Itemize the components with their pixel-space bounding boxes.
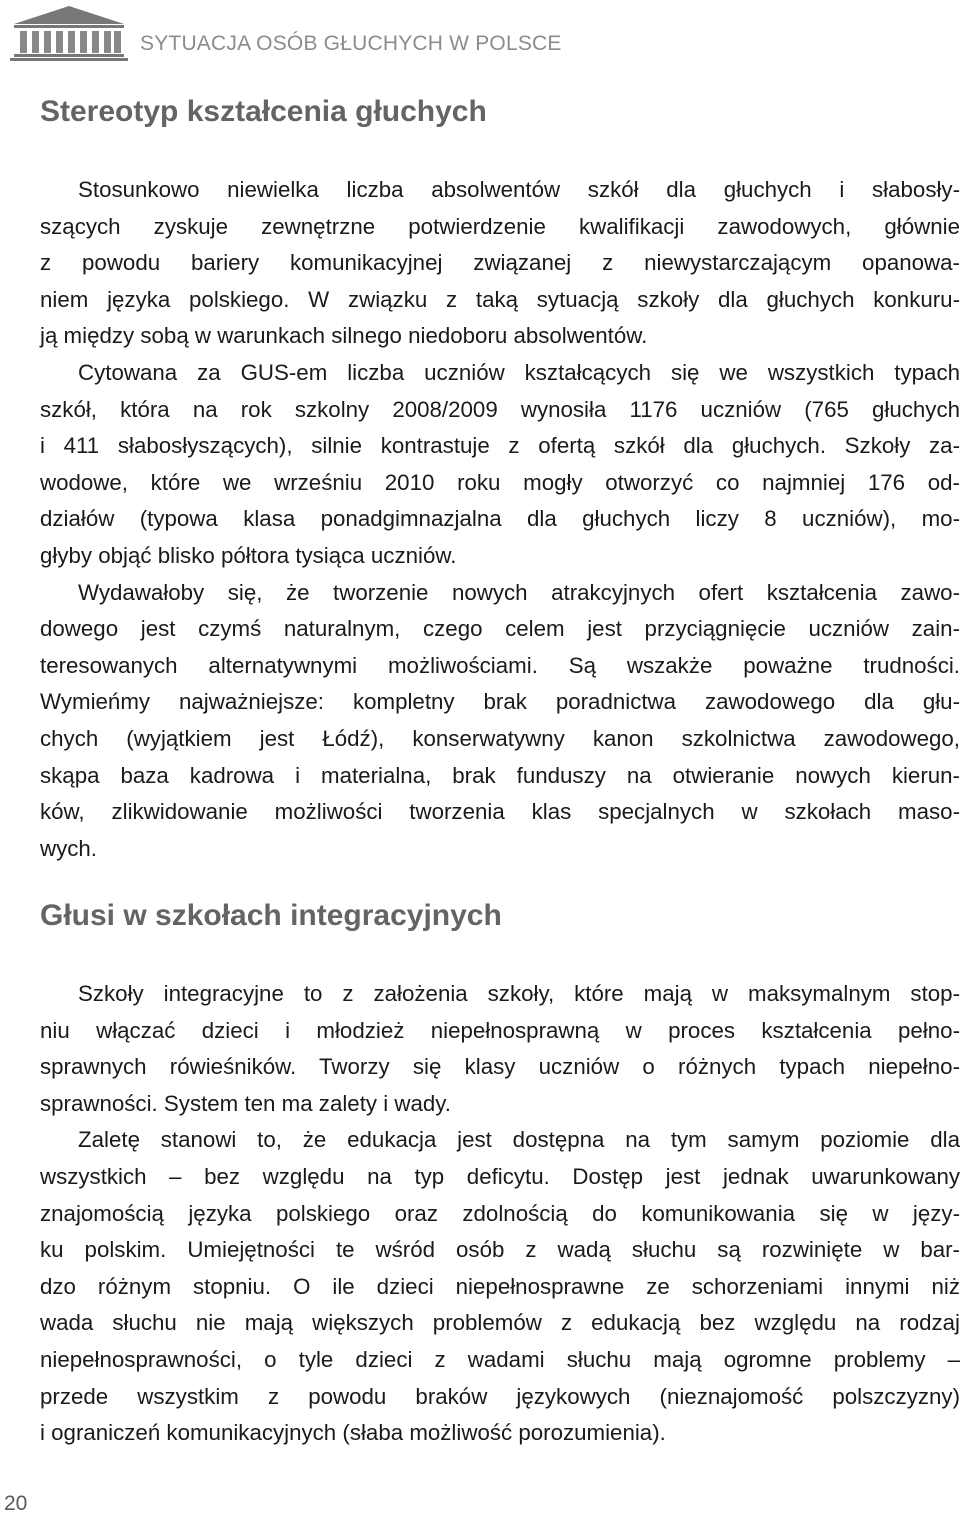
building-columns-logo-icon xyxy=(10,4,128,62)
text-line: dzo różnym stopniu. O ile dzieci niepełnosprawne ze schorzeniami innymi niż xyxy=(40,1273,960,1299)
text-line: głyby objąć blisko półtora tysiąca uczniów. xyxy=(40,542,457,568)
text-line: działów (typowa klasa ponadgimnazjalna dla głuchych liczy 8 uczniów), mo- xyxy=(40,506,960,532)
paragraph xyxy=(40,976,960,1122)
paragraph xyxy=(40,355,960,575)
text-line: sprawnych rówieśników. Tworzy się klasy uczniów o różnych typach niepełno- xyxy=(40,1054,960,1080)
text-line: i ograniczeń komunikacyjnych (słaba możliwość porozumienia). xyxy=(40,1420,666,1446)
text-line: znajomością języka polskiego oraz zdolnością do komunikowania się w języ- xyxy=(40,1200,960,1226)
text-line: skąpa baza kadrowa i materialna, brak funduszy na otwieranie nowych kierun- xyxy=(40,762,960,788)
text-line: teresowanych alternatywnymi możliwościami. Są wszakże poważne trudności. xyxy=(40,652,960,678)
text-line: sprawności. System ten ma zalety i wady. xyxy=(40,1090,451,1116)
text-line: ków, zlikwidowanie możliwości tworzenia klas specjalnych w szkołach maso- xyxy=(40,799,960,825)
paragraph xyxy=(40,172,960,355)
section-title: Głusi w szkołach integracyjnych xyxy=(40,899,502,932)
text-line: chych (wyjątkiem jest Łódź), konserwatywny kanon szkolnictwa zawodowego, xyxy=(40,725,960,751)
text-line: przede wszystkim z powodu braków językowych (nieznajomość polszczyzny) xyxy=(40,1383,960,1409)
text-line: wodowe, które we wrześniu 2010 roku mogły otworzyć co najmniej 176 od- xyxy=(40,469,960,495)
text-line: i 411 słabosłyszących), silnie kontrastuje z ofertą szkół dla głuchych. Szkoły za- xyxy=(40,433,960,459)
text-line: wada słuchu nie mają większych problemów z edukacją bez względu na rodzaj xyxy=(40,1310,960,1336)
text-line: ku polskim. Umiejętności te wśród osób z wadą słuchu są rozwinięte w bar- xyxy=(40,1237,960,1263)
text-line: Cytowana za GUS-em liczba uczniów kształcących się we wszystkich typach xyxy=(78,359,960,385)
text-line: dowego jest czymś naturalnym, czego celem jest przyciągnięcie uczniów zain- xyxy=(40,616,960,642)
section-title: Stereotyp kształcenia głuchych xyxy=(40,95,487,128)
section-body xyxy=(40,976,960,1452)
running-title: SYTUACJA OSÓB GŁUCHYCH W POLSCE xyxy=(140,32,562,55)
text-line: szkół, która na rok szkolny 2008/2009 wynosiła 1176 uczniów (765 głuchych xyxy=(40,396,960,422)
text-line: niu włączać dzieci i młodzież niepełnosprawną w proces kształcenia pełno- xyxy=(40,1017,960,1043)
text-line: ją między sobą w warunkach silnego niedoboru absolwentów. xyxy=(40,323,648,349)
text-line: wszystkich – bez względu na typ deficytu. Dostęp jest jednak uwarunkowany xyxy=(40,1163,960,1189)
section-integracyjne xyxy=(40,896,960,1452)
text-line: Wymieńmy najważniejsze: kompletny brak poradnictwa zawodowego dla głu- xyxy=(40,689,960,715)
text-line: Zaletę stanowi to, że edukacja jest dostępna na tym samym poziomie dla xyxy=(78,1127,960,1153)
text-line: Wydawałoby się, że tworzenie nowych atrakcyjnych ofert kształcenia zawo- xyxy=(78,579,960,605)
text-line: Stosunkowo niewielka liczba absolwentów szkół dla głuchych i słabosły- xyxy=(78,177,960,202)
text-line: niepełnosprawności, o tyle dzieci z wadami słuchu mają ogromne problemy – xyxy=(40,1346,960,1372)
section-body xyxy=(40,172,960,867)
paragraph xyxy=(40,1122,960,1451)
section-stereotyp xyxy=(40,92,960,867)
text-line: z powodu bariery komunikacyjnej związanej z niewystarczającym opanowa- xyxy=(40,250,960,276)
paragraph xyxy=(40,575,960,868)
text-line: wych. xyxy=(40,835,97,861)
page-number: 20 xyxy=(4,1492,28,1515)
text-line: niem języka polskiego. W związku z taką sytuacją szkoły dla głuchych konkuru- xyxy=(40,286,960,312)
page-header xyxy=(10,4,950,64)
text-line: szących zyskuje zewnętrzne potwierdzenie kwalifikacji zawodowych, głównie xyxy=(40,213,960,239)
text-line: Szkoły integracyjne to z założenia szkoły, które mają w maksymalnym stop- xyxy=(78,981,960,1006)
